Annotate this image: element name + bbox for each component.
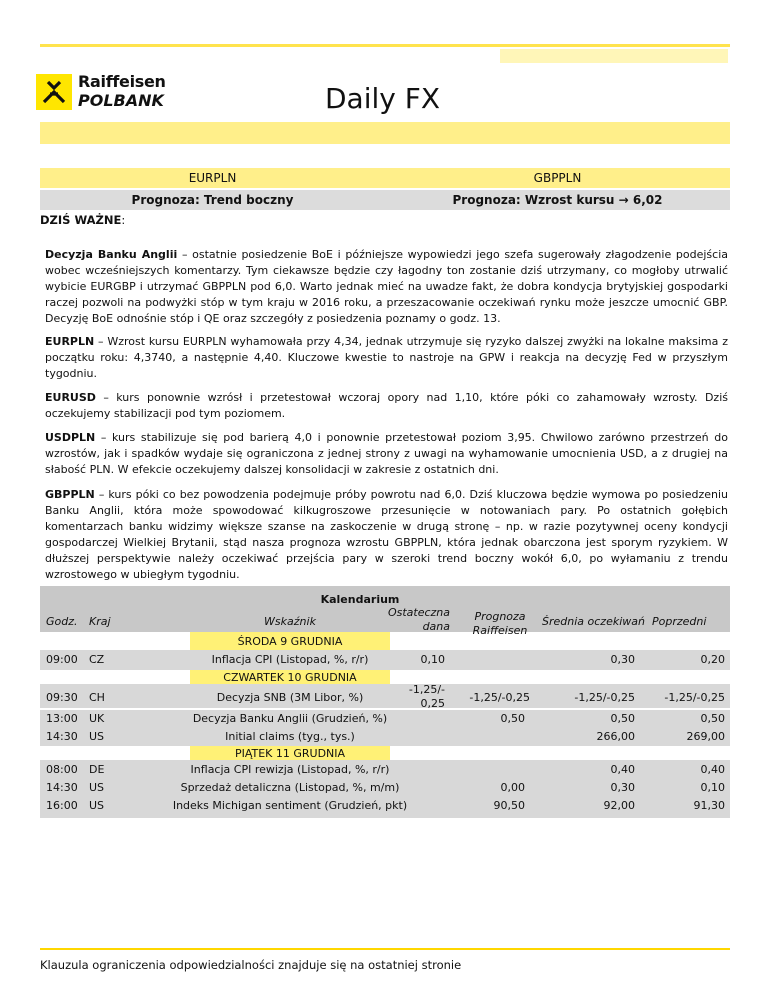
col-forecast-l2: Raiffeisen [472, 624, 528, 637]
col-previous: Poprzedni [652, 615, 707, 628]
paragraph-head: EURUSD [45, 391, 96, 404]
row7-time: 16:00 [46, 799, 78, 812]
forecast-eurpln: Prognoza: Trend boczny [131, 193, 294, 207]
paragraph-gbppln [45, 487, 728, 583]
brand-line1: Raiffeisen [78, 72, 166, 91]
row5-previous: 0,40 [700, 763, 725, 776]
today-label: DZIŚ WAŻNE [40, 213, 122, 227]
row4-previous: 269,00 [686, 730, 725, 743]
row1-consensus: 0,30 [610, 653, 635, 666]
col-consensus: Średnia oczekiwań [542, 615, 645, 628]
paragraph-boe [45, 247, 728, 327]
row2-final-l1: -1,25/- [408, 683, 445, 696]
row4-consensus: 266,00 [596, 730, 635, 743]
raiffeisen-logo [36, 72, 171, 112]
row6-forecast: 0,00 [500, 781, 525, 794]
col-forecast-l1: Prognoza [474, 610, 526, 623]
footer-rule [40, 948, 730, 950]
paragraph-body: – Wzrost kursu EURPLN wyhamowała przy 4,34, jednak utrzymuje się ryzyko dalszej zwyżki na lokalne maksima z początku roku: 4,3740, a następnie 4,40. Kluczowe kwestie to nastroje na GPW i reakcja na decyzję Fed w przyszłym tygodniu. [45, 335, 728, 380]
row6-previous: 0,10 [700, 781, 725, 794]
paragraph-body: – kurs ponownie wzrósł i przetestował wczoraj opory nad 1,10, które póki co zahamowały wzrosty. Dziś oczekujemy stabilizacji pod tym poziomem. [45, 391, 728, 420]
row2-final-l2: 0,25 [420, 697, 445, 710]
calendar-title: Kalendarium [320, 593, 400, 606]
calendar-table [40, 586, 730, 818]
day1-heading: ŚRODA 9 GRUDNIA [237, 635, 343, 648]
forecast-gbppln: Prognoza: Wzrost kursu → 6,02 [452, 193, 663, 207]
row7-consensus: 92,00 [603, 799, 635, 812]
row7-country: US [89, 799, 105, 812]
top-rule [40, 44, 730, 47]
row4-time: 14:30 [46, 730, 78, 743]
footer-disclaimer: Klauzula ograniczenia odpowiedzialności znajduje się na ostatniej stronie [40, 958, 462, 972]
pair-row [40, 168, 730, 188]
paragraph-body: – kurs stabilizuje się pod barierą 4,0 i ponownie przetestował poziom 3,95. Chwilowo zarówno przestrzeń do wzrostów, jak i spadków wydaje się ograniczona z jednej strony z uwagi na wyhamowanie umocnienia USD, a z drugiej na słabość PLN. W efekcie oczekujemy dalszej konsolidacji w zakresie z ostatnich dni. [45, 431, 728, 476]
row7-indicator: Indeks Michigan sentiment (Grudzień, pkt) [172, 799, 408, 812]
row3-time: 13:00 [46, 712, 78, 725]
row1-previous: 0,20 [700, 653, 725, 666]
page-title: Daily FX [325, 82, 441, 115]
paragraph-usdpln [45, 430, 728, 478]
row2-forecast: -1,25/-0,25 [469, 691, 530, 704]
row5-country: DE [89, 763, 105, 776]
col-final-l1: Ostateczna [387, 606, 450, 619]
row6-indicator: Sprzedaż detaliczna (Listopad, %, m/m) [180, 781, 400, 794]
row3-consensus: 0,50 [610, 712, 635, 725]
row5-indicator: Inflacja CPI rewizja (Listopad, %, r/r) [190, 763, 390, 776]
row1-final: 0,10 [420, 653, 445, 666]
pair-eurpln: EURPLN [188, 171, 237, 185]
row1-indicator: Inflacja CPI (Listopad, %, r/r) [211, 653, 369, 666]
logo-mark-icon [36, 74, 72, 110]
row3-previous: 0,50 [700, 712, 725, 725]
row2-consensus: -1,25/-0,25 [574, 691, 635, 704]
pair-gbppln: GBPPLN [533, 171, 582, 185]
paragraph-body: – ostatnie posiedzenie BoE i późniejsze wypowiedzi jego szefa sugerowały złagodzenie podejścia wobec wcześniejszych komentarzy. Tym ciekawsze będzie czy łagodny ton zostanie dziś utrzymany, co mogłoby utrwalić wybicie EURGBP i utrzymać GBPPLN pod 6,0. Warto jednak mieć na uwadze fakt, że dobra kondycja brytyjskiej gospodarki raczej pozwoli na podwyżki stóp w tym kraju w 2016 roku, a przeszacowanie oczekiwań rynku może jeszcze umocnić GBP. Decyzję BoE odnośnie stóp i QE oraz szczegóły z posiedzenia poznamy o godz. 13. [45, 248, 728, 325]
row3-forecast: 0,50 [500, 712, 525, 725]
row6-time: 14:30 [46, 781, 78, 794]
row2-country: CH [89, 691, 105, 704]
paragraph-head: Decyzja Banku Anglii [45, 248, 178, 261]
today-heading [40, 213, 125, 227]
forecast-row [40, 190, 730, 210]
row5-time: 08:00 [46, 763, 78, 776]
row2-indicator: Decyzja SNB (3M Libor, %) [216, 691, 364, 704]
row1-time: 09:00 [46, 653, 78, 666]
paragraph-eurpln [45, 334, 728, 382]
row3-indicator: Decyzja Banku Anglii (Grudzień, %) [192, 712, 388, 725]
row4-country: US [89, 730, 105, 743]
paragraph-head: USDPLN [45, 431, 96, 444]
row5-consensus: 0,40 [610, 763, 635, 776]
row7-previous: 91,30 [693, 799, 725, 812]
brand-line2: POLBANK [78, 91, 164, 110]
row1-country: CZ [89, 653, 105, 666]
paragraph-head: GBPPLN [45, 488, 95, 501]
today-label-suffix: : [121, 213, 126, 227]
row2-previous: -1,25/-0,25 [664, 691, 725, 704]
col-time: Godz. [46, 615, 78, 628]
paragraph-head: EURPLN [45, 335, 95, 348]
paragraph-eurusd [45, 390, 728, 422]
top-accent-box [500, 49, 728, 63]
col-indicator: Wskaźnik [264, 615, 316, 628]
title-underbar [40, 122, 730, 144]
row6-consensus: 0,30 [610, 781, 635, 794]
col-country: Kraj [89, 615, 111, 628]
row7-forecast: 90,50 [493, 799, 525, 812]
day3-heading: PIĄTEK 11 GRUDNIA [234, 747, 346, 760]
row2-time: 09:30 [46, 691, 78, 704]
row4-indicator: Initial claims (tyg., tys.) [225, 730, 355, 743]
row6-country: US [89, 781, 105, 794]
row3-country: UK [89, 712, 105, 725]
day2-heading: CZWARTEK 10 GRUDNIA [223, 671, 357, 684]
paragraph-body: – kurs póki co bez powodzenia podejmuje próby powrotu nad 6,0. Dziś kluczowa będzie wymowa po posiedzeniu Banku Anglii, która może spowodować kilkugroszowe przesunięcie w notowaniach pary. Po ostatnich gołębich komentarzach banku widzimy większe szanse na zaskoczenie w drugą stronę – np. w razie pozytywnej oceny kondycji gospodarczej Wielkiej Brytanii, stąd nasza prognoza wzrostu GBPPLN, która jednak obarczona jest sporym ryzykiem. W dłuższej perspektywie należy oczekiwać przejścia pary w szeroki trend boczny wokół 6,0, po wyłamaniu z trendu wzrostowego w ubiegłym tygodniu. [45, 488, 728, 581]
col-final-l2: dana [422, 620, 450, 633]
